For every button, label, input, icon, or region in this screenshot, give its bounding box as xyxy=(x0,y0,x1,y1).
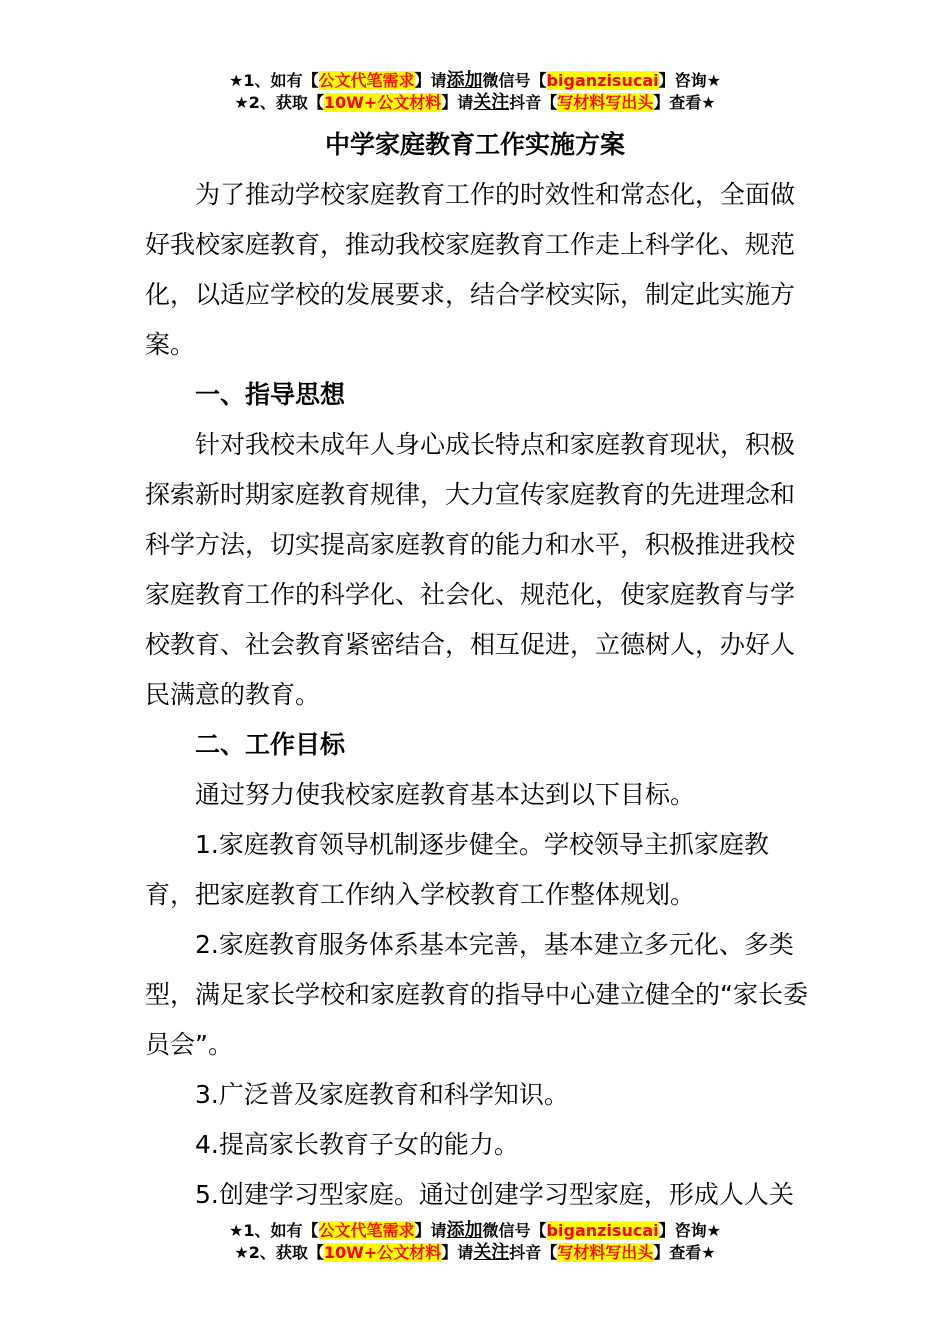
goal-item: 2.家庭教育服务体系基本完善，基本建立多元化、多类型，满足家长学校和家庭教育的指导中心建立健全的“家长委员会”。 xyxy=(145,930,808,1059)
banner-text: 】咨询★ xyxy=(658,71,721,90)
bottom-promo-banner xyxy=(0,1220,950,1264)
banner-line-1 xyxy=(0,1220,950,1242)
goal-item: 5.创建学习型家庭。通过创建学习型家庭，形成人人关 xyxy=(195,1180,794,1209)
section-heading-guiding-ideology: 一、指导思想 xyxy=(195,380,346,409)
banner-text: 抖音【 xyxy=(509,93,558,112)
banner-text: 】请 xyxy=(414,1221,447,1240)
banner-text: 微信号【 xyxy=(482,71,547,90)
intro-paragraph: 为了推动学校家庭教育工作的时效性和常态化，全面做好我校家庭教育，推动我校家庭教育工作走上科学化、规范化，以适应学校的发展要求，结合学校实际，制定此实施方案。 xyxy=(145,180,796,359)
banner-line-2 xyxy=(0,1242,950,1264)
section-heading-work-goals: 二、工作目标 xyxy=(195,730,346,759)
banner-text: 微信号【 xyxy=(482,1221,547,1240)
banner-text: 】请 xyxy=(414,71,447,90)
goal-item: 3.广泛普及家庭教育和科学知识。 xyxy=(195,1080,569,1109)
document-body xyxy=(145,170,810,1220)
banner-wechat-id: biganzisucai xyxy=(546,71,659,90)
top-promo-banner xyxy=(0,70,950,114)
goal-item: 1.家庭教育领导机制逐步健全。学校领导主抓家庭教育，把家庭教育工作纳入学校教育工作整体规划。 xyxy=(145,830,769,909)
banner-text: ★1、如有【 xyxy=(229,1221,319,1240)
banner-emphasis: 关注 xyxy=(473,1242,510,1263)
banner-highlight: 10W+公文材料 xyxy=(323,1243,442,1262)
banner-text: 】查看★ xyxy=(653,93,716,112)
banner-emphasis: 关注 xyxy=(473,92,510,113)
banner-line-2 xyxy=(0,92,950,114)
banner-emphasis: 添加 xyxy=(446,70,483,91)
banner-text: 】查看★ xyxy=(653,1243,716,1262)
banner-text: 抖音【 xyxy=(509,1243,558,1262)
banner-highlight: 公文代笔需求 xyxy=(318,71,415,90)
banner-line-1 xyxy=(0,70,950,92)
document-title: 中学家庭教育工作实施方案 xyxy=(324,130,625,159)
banner-douyin-id: 写材料写出头 xyxy=(557,1243,654,1262)
section-paragraph: 通过努力使我校家庭教育基本达到以下目标。 xyxy=(195,780,696,809)
banner-text: 】咨询★ xyxy=(658,1221,721,1240)
banner-text: 】请 xyxy=(441,93,474,112)
banner-emphasis: 添加 xyxy=(446,1220,483,1241)
banner-text: ★2、获取【 xyxy=(234,93,324,112)
goal-item: 4.提高家长教育子女的能力。 xyxy=(195,1130,519,1159)
banner-wechat-id: biganzisucai xyxy=(546,1221,659,1240)
section-paragraph: 针对我校未成年人身心成长特点和家庭教育现状，积极探索新时期家庭教育规律，大力宣传家庭教育的先进理念和科学方法，切实提高家庭教育的能力和水平，积极推进我校家庭教育工作的科学化、社会化、规范化，使家庭教育与学校教育、社会教育紧密结合，相互促进，立德树人，办好人民满意的教育。 xyxy=(145,430,796,709)
banner-highlight: 公文代笔需求 xyxy=(318,1221,415,1240)
banner-highlight: 10W+公文材料 xyxy=(323,93,442,112)
banner-text: ★1、如有【 xyxy=(229,71,319,90)
banner-douyin-id: 写材料写出头 xyxy=(557,93,654,112)
banner-text: 】请 xyxy=(441,1243,474,1262)
banner-text: ★2、获取【 xyxy=(234,1243,324,1262)
